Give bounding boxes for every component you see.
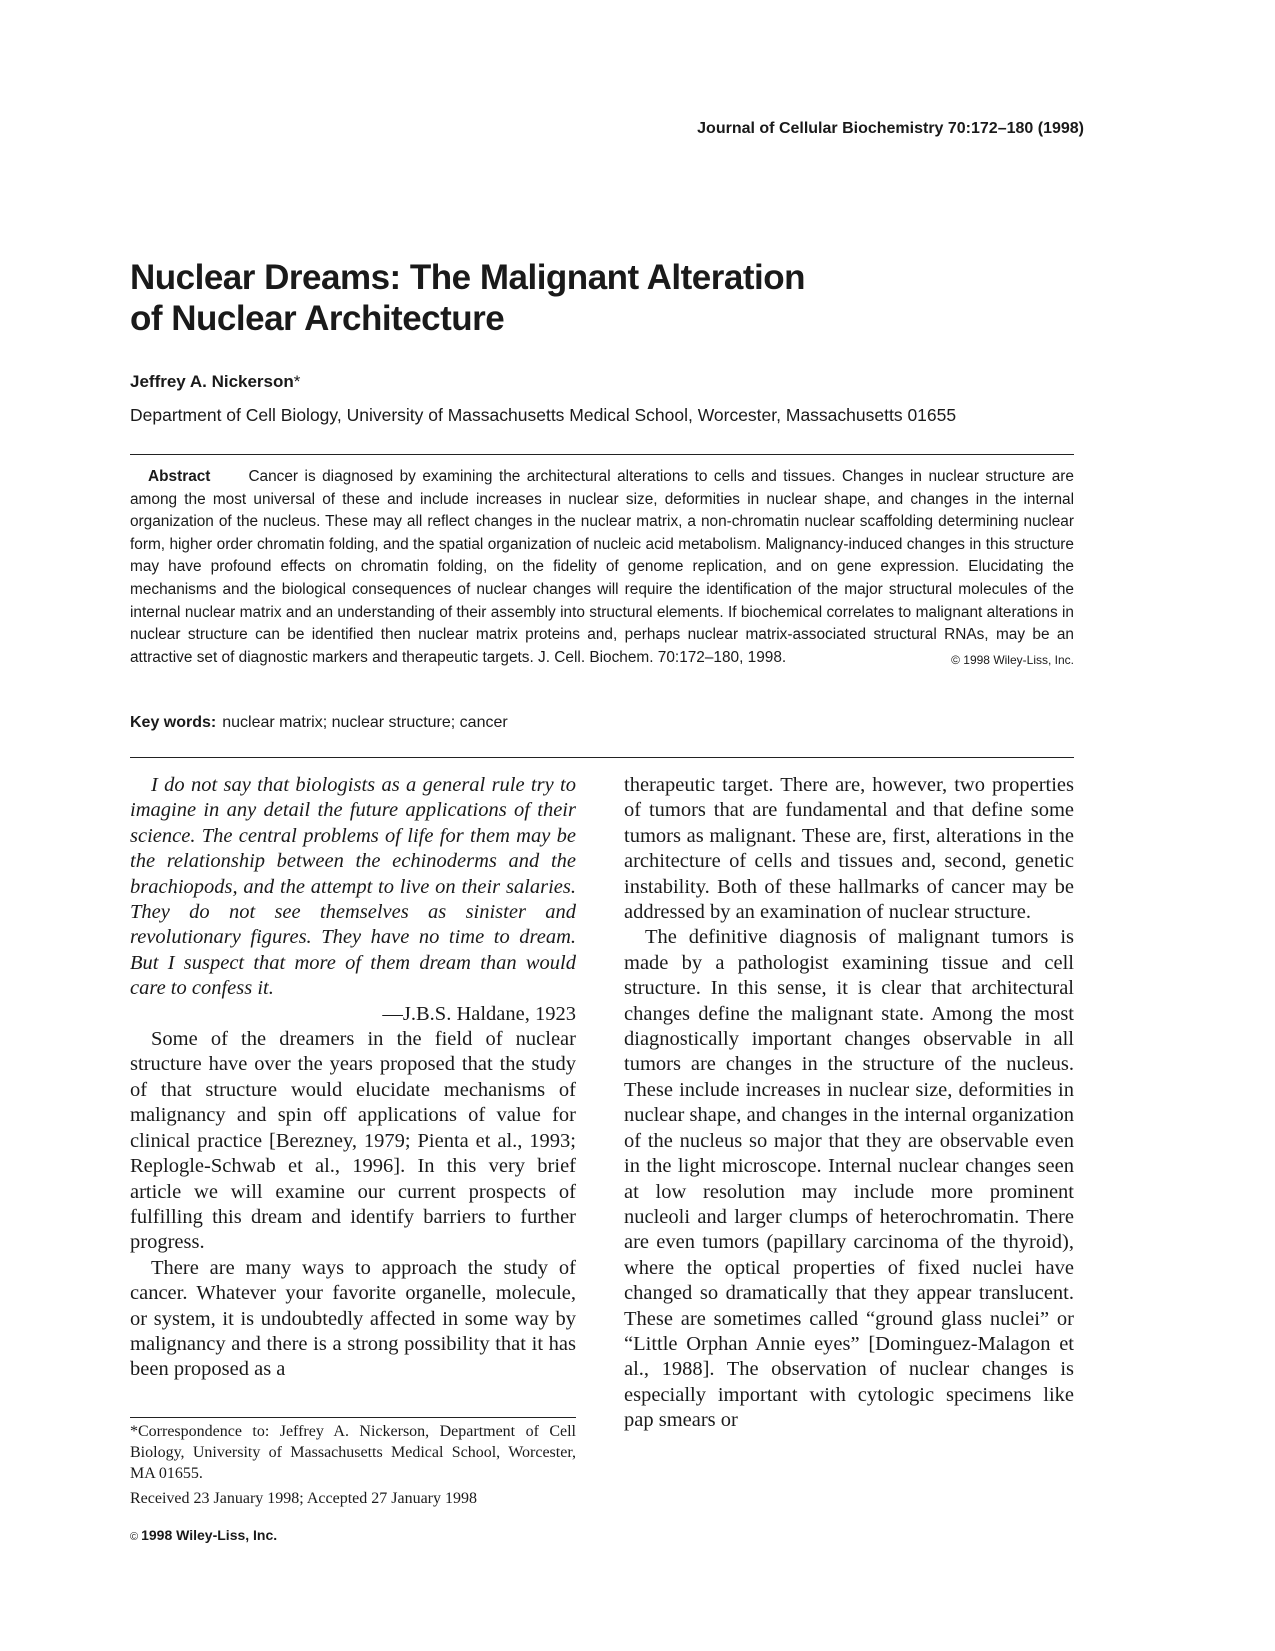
keywords-label: Key words: — [130, 714, 217, 731]
author-footnote-mark: * — [293, 372, 301, 391]
left-column — [130, 773, 576, 1383]
received-dates: Received 23 January 1998; Accepted 27 January 1998 — [130, 1490, 478, 1507]
right-column — [624, 773, 1074, 1434]
body-paragraph: There are many ways to approach the study of cancer. Whatever your favorite organelle, molecule, or system, it is undoubtedly affected in some way by malignancy and there is a strong possibility that it has been proposed as a — [130, 1256, 576, 1381]
copyright-symbol: © — [130, 1531, 139, 1543]
body-paragraph-continued: therapeutic target. There are, however, two properties of tumors that are fundamental and that define some tumors as malignant. These are, first, alterations in the architecture of cells and tissues and, second, genetic instability. Both of these hallmarks of cancer may be addressed by an examination of nuclear structure. — [624, 774, 1074, 924]
abstract — [130, 466, 1074, 671]
publisher-text: 1998 Wiley-Liss, Inc. — [141, 1527, 278, 1543]
author-affiliation: Department of Cell Biology, University of Massachusetts Medical School, Worcester, Massachusetts 01655 — [130, 405, 957, 425]
body-paragraph: Some of the dreamers in the field of nuclear structure have over the years proposed that the study of that structure would elucidate mechanisms of malignancy and spin off applications of value for clinical practice [Berezney, 1979; Pienta et al., 1993; Replogle-Schwab et al., 1996]. In this very brief article we will examine our current prospects of fulfilling this dream and identify barriers to further progress. — [130, 1028, 576, 1254]
author-name: Jeffrey A. Nickerson — [130, 372, 294, 391]
abstract-text: Cancer is diagnosed by examining the architectural alterations to cells and tissues. Changes in nuclear structure are among the most universal of these and include increases in nuclear size, deformities in nuclear shape, and changes in the internal organization of the nucleus. These may all reflect changes in the nuclear matrix, a non-chromatin nuclear scaffolding determining nuclear form, higher order chromatin folding, and the spatial organization of nucleic acid metabolism. Malignancy-induced changes in this structure may have profound effects on chromatin folding, on the fidelity of genome replication, and on gene expression. Elucidating the mechanisms and the biological consequences of nuclear changes will require the identification of the major structural molecules of the internal nuclear matrix and an understanding of their assembly into structural elements. If biochemical correlates to malignant alterations in nuclear structure can be identified then nuclear matrix proteins and, perhaps nuclear matrix-associated structural RNAs, may be an attractive set of diagnostic markers and therapeutic targets. J. Cell. Biochem. 70:172–180, 1998. — [130, 468, 1074, 666]
title-line-2: of Nuclear Architecture — [130, 299, 505, 338]
abstract-bottom-rule — [130, 757, 1074, 758]
abstract-top-rule — [130, 454, 1074, 455]
author-line — [130, 372, 300, 392]
publisher-copyright — [130, 1527, 277, 1543]
journal-citation: Journal of Cellular Biochemistry 70:172–180 (1998) — [697, 120, 1084, 137]
keywords-text: nuclear matrix; nuclear structure; cancer — [222, 714, 508, 731]
footnote-rule — [130, 1417, 576, 1418]
abstract-label: Abstract — [148, 468, 211, 485]
correspondence-footnote: *Correspondence to: Jeffrey A. Nickerson, Department of Cell Biology, University of Massachusetts Medical School, Worcester, MA 01655. — [130, 1423, 576, 1482]
epigraph-attribution: —J.B.S. Haldane, 1923 — [382, 1002, 576, 1025]
body-paragraph: The definitive diagnosis of malignant tumors is made by a pathologist examining tissue and cell structure. In this sense, it is clear that architectural changes define the malignant state. Among the most diagnostically important changes observable in all tumors are changes in the structure of the nucleus. These include increases in nuclear size, deformities in nuclear shape, and changes in the internal organization of the nucleus so major that they are observable even in the light microscope. Internal nuclear changes seen at low resolution may include more prominent nucleoli and larger clumps of heterochromatin. There are even tumors (papillary carcinoma of the thyroid), where the optical properties of fixed nuclei have changed so dramatically that they appear translucent. These are sometimes called “ground glass nuclei” or “Little Orphan Annie eyes” [Dominguez-Malagon et al., 1988]. The observation of nuclear changes is especially important with cytologic specimens like pap smears or — [624, 926, 1074, 1432]
abstract-copyright: © 1998 Wiley-Liss, Inc. — [951, 652, 1074, 667]
article-title — [130, 257, 1030, 339]
keywords — [130, 714, 508, 732]
title-line-1: Nuclear Dreams: The Malignant Alteration — [130, 258, 805, 297]
epigraph: I do not say that biologists as a general rule try to imagine in any detail the future applications of their science. The central problems of life for them may be the relationship between the echinoderms and the brachiopods, and the attempt to live on their salaries. They do not see themselves as sinister and revolutionary figures. They have no time to dream. But I suspect that more of them dream than would care to confess it. — [130, 774, 576, 1000]
